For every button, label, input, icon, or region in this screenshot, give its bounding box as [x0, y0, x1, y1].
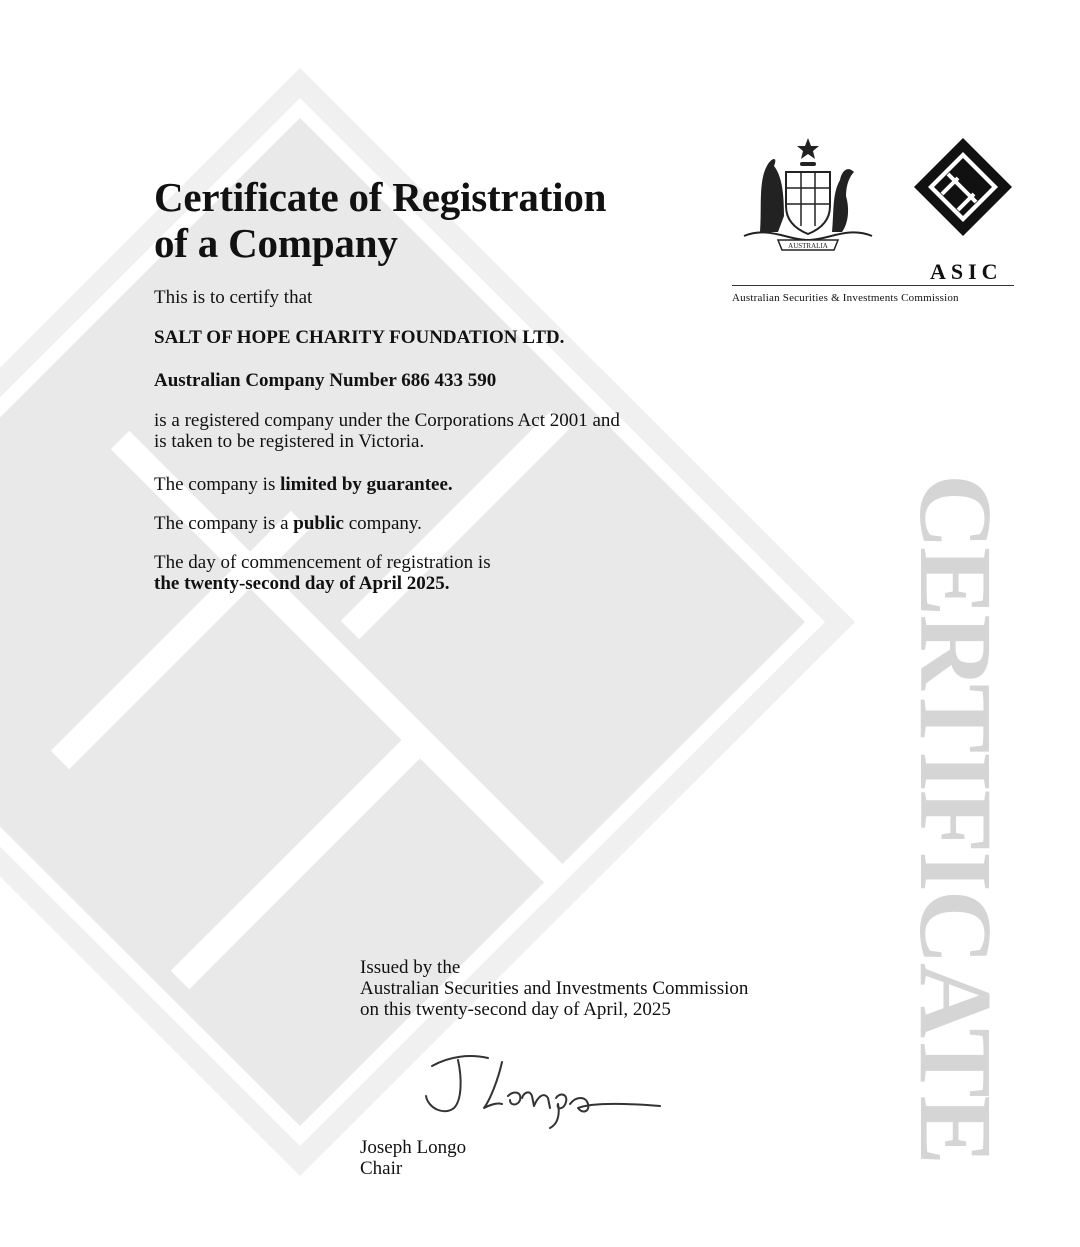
public-suffix: company. [344, 513, 422, 534]
vertical-certificate-watermark [897, 418, 1013, 1218]
limited-prefix: The company is [154, 474, 281, 495]
logo-divider [732, 285, 1014, 286]
vertical-watermark-text: CERTIFICATE [897, 473, 1013, 1163]
coat-of-arms-ribbon: AUSTRALIA [788, 242, 828, 250]
commencement-statement [154, 552, 491, 594]
signature-image [410, 1048, 680, 1138]
limited-statement [154, 474, 453, 495]
issued-line-3: on this twenty-second day of April, 2025 [360, 999, 671, 1020]
commencement-date: the twenty-second day of April 2025. [154, 573, 450, 594]
public-statement [154, 513, 422, 534]
registered-line-2: is taken to be registered in Victoria. [154, 431, 425, 452]
limited-bold: limited by guarantee. [280, 474, 453, 495]
coat-of-arms-icon [728, 136, 888, 258]
certificate-title [154, 174, 606, 266]
registered-line-1: is a registered company under the Corporations Act 2001 and [154, 410, 620, 431]
signatory-block [360, 1137, 466, 1179]
company-name: SALT OF HOPE CHARITY FOUNDATION LTD. [154, 327, 565, 348]
public-bold: public [293, 513, 344, 534]
registered-statement [154, 410, 620, 452]
title-line-2: of a Company [154, 220, 398, 266]
certify-intro: This is to certify that [154, 287, 313, 308]
issued-line-1: Issued by the [360, 957, 461, 978]
acn-line: Australian Company Number 686 433 590 [154, 370, 497, 391]
asic-logo-icon [912, 136, 1014, 238]
issued-line-2: Australian Securities and Investments Commission [360, 978, 749, 999]
issued-by-block [360, 957, 748, 1020]
title-line-1: Certificate of Registration [154, 174, 607, 220]
commencement-line-1: The day of commencement of registration is [154, 552, 491, 573]
public-prefix: The company is a [154, 513, 294, 534]
asic-full-name: Australian Securities & Investments Commission [732, 292, 959, 304]
signatory-name: Joseph Longo [360, 1137, 467, 1158]
asic-wordmark: ASIC [930, 259, 1003, 284]
signatory-title: Chair [360, 1158, 403, 1179]
